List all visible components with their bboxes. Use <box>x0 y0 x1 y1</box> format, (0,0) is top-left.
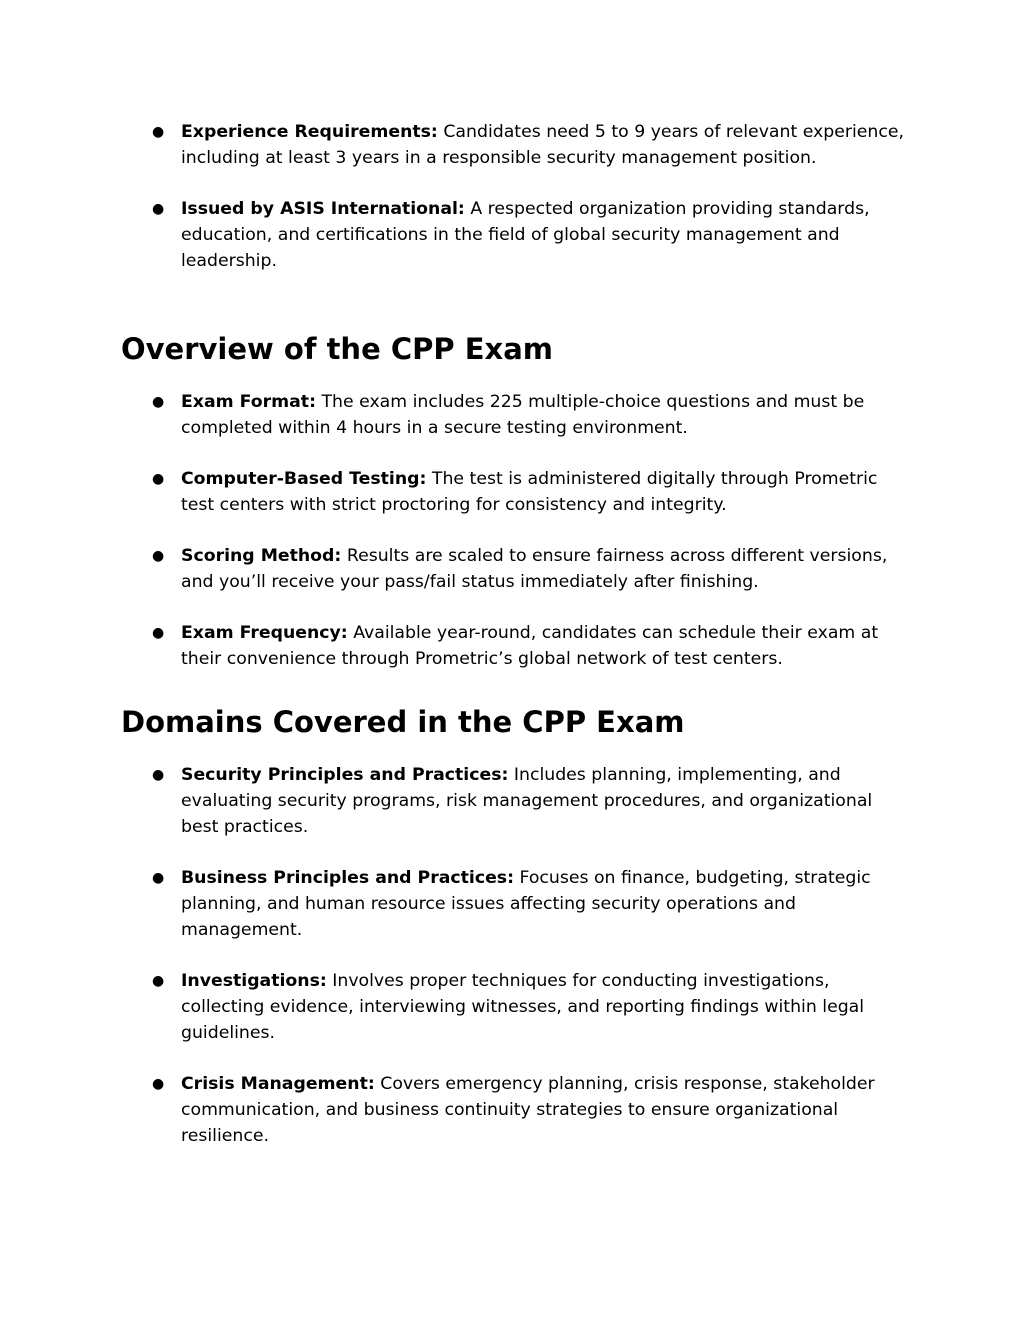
bullet-icon: ● <box>152 471 165 487</box>
bullet-icon: ● <box>152 124 165 140</box>
list-item-exam-frequency <box>152 620 912 672</box>
list-item-security-principles <box>152 762 912 840</box>
bullet-icon: ● <box>152 973 165 989</box>
item-text: The exam includes 225 multiple-choice questions and must be completed within 4 hours in a secure testing environment. <box>181 392 865 438</box>
item-text: Results are scaled to ensure fairness across different versions, and you’ll receive your pass/fail status immediately after finishing. <box>181 546 888 592</box>
bullet-icon: ● <box>152 870 165 886</box>
item-term: Exam Format: <box>181 392 316 412</box>
item-term: Business Principles and Practices: <box>181 868 514 888</box>
intro-list <box>152 119 912 274</box>
bullet-icon: ● <box>152 1076 165 1092</box>
list-item-business-principles <box>152 865 912 943</box>
item-term: Crisis Management: <box>181 1074 375 1094</box>
item-text: A respected organization providing standards, education, and certifications in the field of global security management and leadership. <box>181 199 870 271</box>
item-text: The test is administered digitally through Prometric test centers with strict proctoring for consistency and integrity. <box>181 469 878 515</box>
bullet-icon: ● <box>152 767 165 783</box>
item-text: Covers emergency planning, crisis response, stakeholder communication, and business continuity strategies to ensure organizational resilience. <box>181 1074 875 1146</box>
bullet-icon: ● <box>152 548 165 564</box>
list-item-exam-format <box>152 389 912 441</box>
item-text: Focuses on finance, budgeting, strategic planning, and human resource issues affecting security operations and management. <box>181 868 871 940</box>
list-item-investigations <box>152 968 912 1046</box>
overview-heading: Overview of the CPP Exam <box>121 332 554 366</box>
item-text: Candidates need 5 to 9 years of relevant experience, including at least 3 years in a responsible security management position. <box>181 122 905 168</box>
overview-list <box>152 389 912 672</box>
list-item-scoring-method <box>152 543 912 595</box>
list-item-experience-requirements <box>152 119 912 171</box>
item-term: Investigations: <box>181 971 327 991</box>
list-item-issued-by <box>152 196 912 274</box>
item-term: Computer-Based Testing: <box>181 469 427 489</box>
item-term: Issued by ASIS International: <box>181 199 465 219</box>
list-item-computer-based-testing <box>152 466 912 518</box>
item-term: Experience Requirements: <box>181 122 438 142</box>
item-term: Scoring Method: <box>181 546 342 566</box>
item-term: Exam Frequency: <box>181 623 348 643</box>
item-text: Involves proper techniques for conducting investigations, collecting evidence, interviewing witnesses, and reporting findings within legal guidelines. <box>181 971 865 1043</box>
item-term: Security Principles and Practices: <box>181 765 509 785</box>
list-item-crisis-management <box>152 1071 912 1149</box>
bullet-icon: ● <box>152 201 165 217</box>
bullet-icon: ● <box>152 394 165 410</box>
bullet-icon: ● <box>152 625 165 641</box>
domains-list <box>152 762 912 1149</box>
item-text: Available year-round, candidates can schedule their exam at their convenience through Prometric’s global network of test centers. <box>181 623 879 669</box>
item-text: Includes planning, implementing, and evaluating security programs, risk management procedures, and organizational best practices. <box>181 765 873 837</box>
domains-heading: Domains Covered in the CPP Exam <box>121 705 685 739</box>
